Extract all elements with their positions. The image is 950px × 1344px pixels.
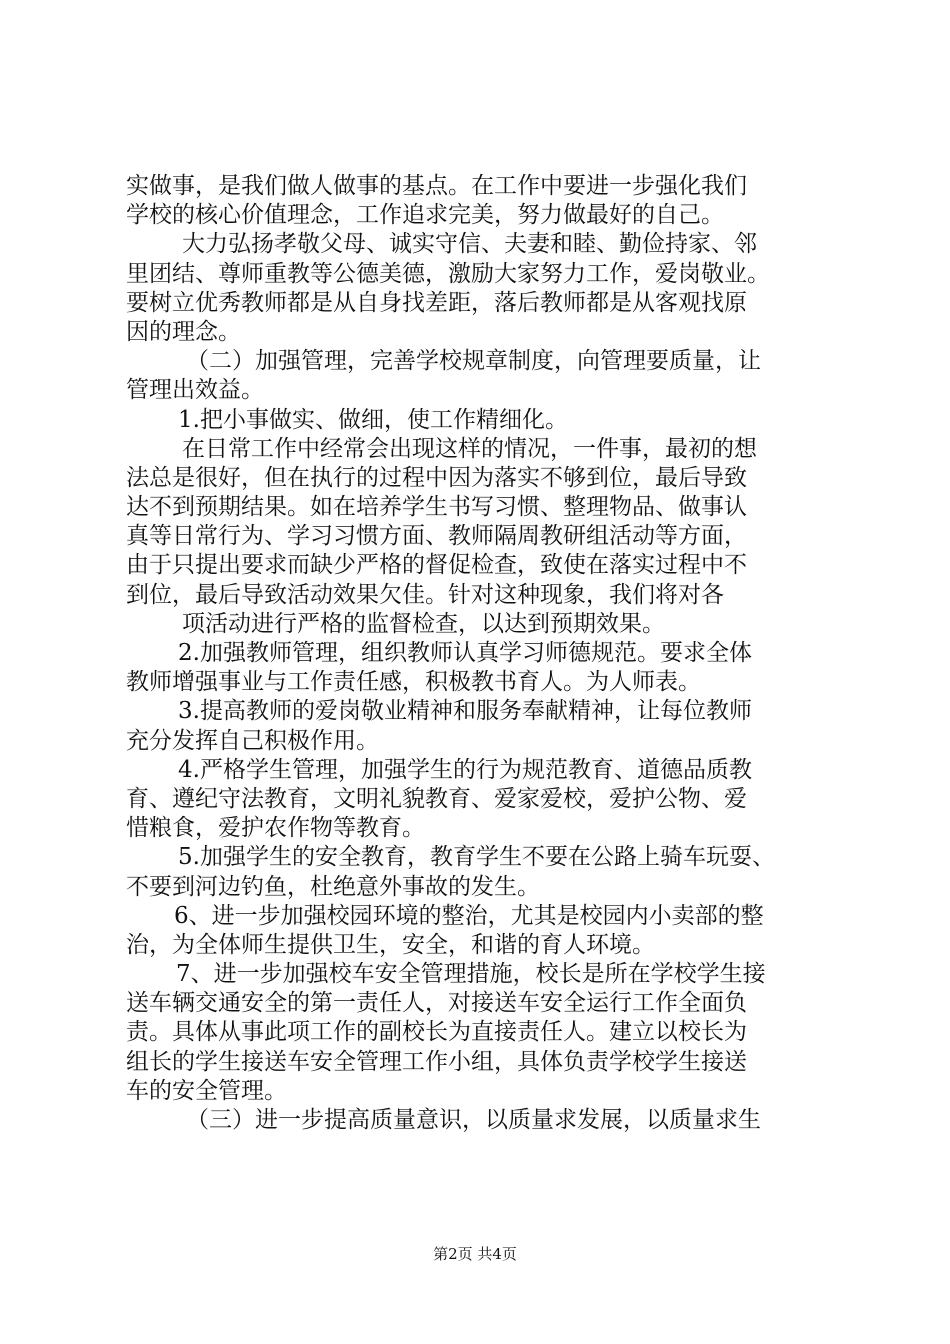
text-line: 达不到预期结果。如在培养学生书写习惯、整理物品、做事认 — [126, 494, 747, 521]
text-line: 惜粮食，爱护农作物等教育。 — [126, 815, 425, 842]
text-line: 4.严格学生管理，加强学生的行为规范教育、道德品质教 — [178, 756, 752, 783]
text-line: 1.把小事做实、做细，使工作精细化。 — [178, 406, 568, 433]
text-line: 实做事，是我们做人做事的基点。在工作中要进一步强化我们 — [126, 173, 747, 199]
text-line: 学校的核心价值理念，工作追求完美，努力做最好的自己。 — [126, 202, 724, 229]
text-line: 充分发挥自己积极作用。 — [126, 727, 379, 754]
text-line: 送车辆交通安全的第一责任人，对接送车安全运行工作全面负 — [126, 990, 747, 1017]
page-footer: 第2页 共4页 — [433, 1245, 517, 1263]
text-line: 在日常工作中经常会出现这样的情况，一件事，最初的想 — [182, 435, 757, 462]
text-line: 2.加强教师管理，组织教师认真学习师德规范。要求全体 — [178, 640, 752, 666]
text-line: 法总是很好，但在执行的过程中因为落实不够到位，最后导致 — [126, 464, 747, 491]
text-line: 5.加强学生的安全教育，教育学生不要在公路上骑车玩耍、 — [178, 844, 775, 871]
text-line: 育、遵纪守法教育，文明礼貌教育、爱家爱校，爱护公物、爱 — [126, 785, 747, 812]
text-line: 大力弘扬孝敬父母、诚实守信、夫妻和睦、勤俭持家、邻 — [182, 231, 757, 258]
text-line: 项活动进行严格的监督检查，以达到预期效果。 — [182, 610, 665, 637]
text-line: 7、进一步加强校车安全管理措施，校长是所在学校学生接 — [176, 961, 766, 988]
text-line: 车的安全管理。 — [126, 1077, 287, 1104]
document-body — [126, 172, 838, 1135]
text-line: 责。具体从事此项工作的副校长为直接责任人。建立以校长为 — [126, 1019, 747, 1046]
text-line: 教师增强事业与工作责任感，积极教书育人。为人师表。 — [126, 669, 701, 696]
text-line: 到位，最后导致活动效果欠佳。针对这种现象，我们将对各 — [126, 581, 724, 608]
text-line: 3.提高教师的爱岗敬业精神和服务奉献精神，让每位教师 — [178, 698, 752, 725]
text-line: （二）加强管理，完善学校规章制度，向管理要质量，让 — [186, 348, 761, 375]
text-line: 6、进一步加强校园环境的整治，尤其是校园内小卖部的整 — [174, 902, 764, 929]
text-line: 管理出效益。 — [126, 377, 264, 404]
text-line: 不要到河边钓鱼，杜绝意外事故的发生。 — [126, 873, 540, 900]
text-line: 由于只提出要求而缺少严格的督促检查，致使在落实过程中不 — [126, 552, 747, 579]
text-line: 组长的学生接送车安全管理工作小组，具体负责学校学生接送 — [126, 1048, 747, 1075]
text-line: 里团结、尊师重教等公德美德，激励大家努力工作，爱岗敬业。 — [126, 260, 770, 287]
text-line: 真等日常行为、学习习惯方面、教师隔周教研组活动等方面， — [126, 523, 747, 550]
text-line: 要树立优秀教师都是从自身找差距，落后教师都是从客观找原 — [126, 289, 747, 316]
text-line: 治，为全体师生提供卫生，安全，和谐的育人环境。 — [126, 931, 655, 958]
text-line: 因的理念。 — [126, 318, 241, 345]
text-line: （三）进一步提高质量意识，以质量求发展，以质量求生 — [186, 1107, 761, 1133]
